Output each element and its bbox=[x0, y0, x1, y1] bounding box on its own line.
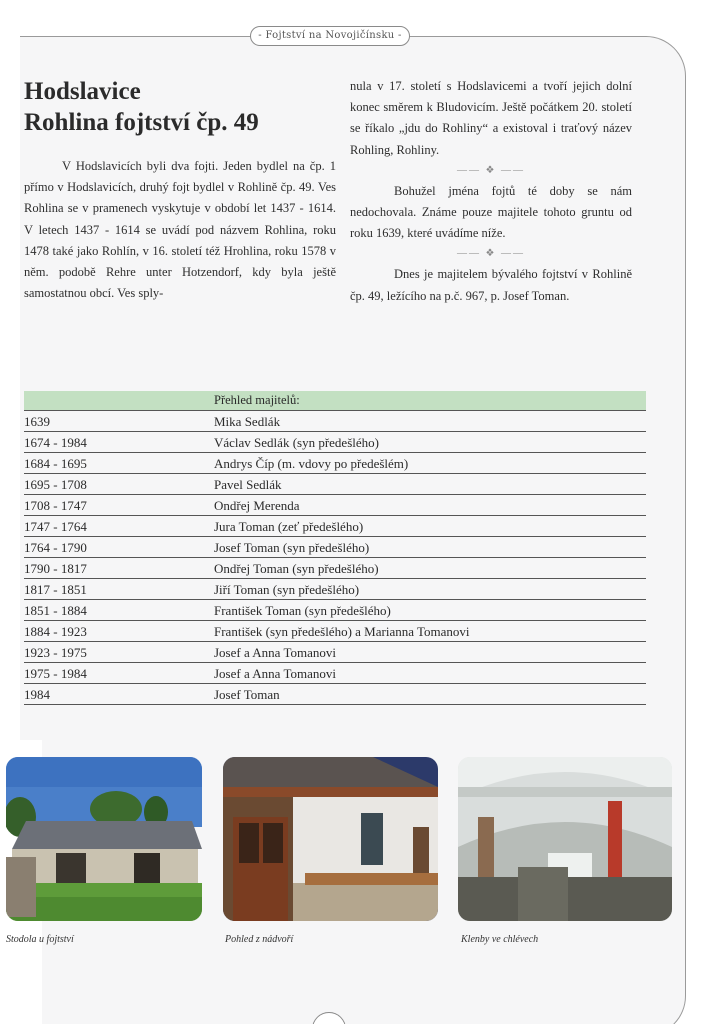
owner-name: Jiří Toman (syn předešlého) bbox=[214, 582, 360, 597]
owner-years: 1684 - 1695 bbox=[24, 456, 87, 471]
owner-years: 1975 - 1984 bbox=[24, 666, 87, 681]
photo-vaults bbox=[458, 757, 672, 921]
left-column bbox=[24, 156, 336, 304]
owner-years: 1747 - 1764 bbox=[24, 519, 87, 534]
owner-years: 1923 - 1975 bbox=[24, 645, 87, 660]
left-paragraph: V Hodslavicích byli dva fojti. Jeden bydlel na čp. 1 přímo v Hodslavicích, druhý fojt bydlel v Rohlině čp. 49. Ves Rohlina se v pramenech vyskytuje v období let 1437 - 1614. V letech 1437 - 1614 se uvádí pod názvem Rohlina, roku 1478 také jako Rohlín, v 16. století též Hrohlina, roku 1578 v něm. podobě Rehre unter Hotzendorf, kdy byla ještě samostatnou obcí. Ves sply- bbox=[24, 159, 336, 301]
owner-name: Václav Sedlák (syn předešlého) bbox=[214, 435, 379, 450]
right-paragraph-2: Bohužel jména fojtů té doby se nám nedochovala. Známe pouze majitele tohoto gruntu od roku 1639, které uvádíme níže. bbox=[350, 183, 632, 241]
photo-caption-1: Stodola u fojtství bbox=[6, 934, 74, 945]
ornament-divider-2: —— ❖ —— bbox=[457, 248, 525, 260]
owner-name: Josef a Anna Tomanovi bbox=[214, 666, 336, 681]
table-row bbox=[24, 600, 646, 621]
owners-table-title: Přehled majitelů: bbox=[214, 393, 300, 407]
table-row bbox=[24, 663, 646, 684]
table-row bbox=[24, 516, 646, 537]
owners-table-body bbox=[24, 411, 646, 705]
photo-caption-3: Klenby ve chlévech bbox=[461, 934, 539, 945]
table-row bbox=[24, 453, 646, 474]
table-row bbox=[24, 642, 646, 663]
owner-name: Josef a Anna Tomanovi bbox=[214, 645, 336, 660]
owner-years: 1708 - 1747 bbox=[24, 498, 87, 513]
owners-table-header bbox=[24, 391, 646, 411]
owner-years: 1984 bbox=[24, 687, 50, 702]
owner-name: Josef Toman bbox=[214, 687, 280, 702]
owner-years: 1764 - 1790 bbox=[24, 540, 87, 555]
photo-barn bbox=[6, 757, 202, 921]
table-row bbox=[24, 558, 646, 579]
ornament-divider-1: —— ❖ —— bbox=[457, 164, 525, 176]
photo-caption-2: Pohled z nádvoří bbox=[225, 934, 294, 945]
table-row bbox=[24, 621, 646, 642]
owner-name: Jura Toman (zeť předešlého) bbox=[214, 519, 364, 534]
owner-name: Pavel Sedlák bbox=[214, 477, 282, 492]
right-column bbox=[350, 76, 632, 307]
owner-name: Ondřej Merenda bbox=[214, 498, 300, 513]
table-row bbox=[24, 411, 646, 432]
owner-name: Ondřej Toman (syn předešlého) bbox=[214, 561, 379, 576]
title-line-1: Hodslavice bbox=[24, 78, 141, 105]
owner-years: 1851 - 1884 bbox=[24, 603, 87, 618]
owner-years: 1639 bbox=[24, 414, 50, 429]
owner-name: Josef Toman (syn předešlého) bbox=[214, 540, 370, 555]
photo-courtyard bbox=[223, 757, 438, 921]
owner-years: 1695 - 1708 bbox=[24, 477, 87, 492]
owner-years: 1790 - 1817 bbox=[24, 561, 87, 576]
owner-name: Andrys Číp (m. vdovy po předešlém) bbox=[214, 456, 409, 471]
table-row bbox=[24, 432, 646, 453]
right-paragraph-1: nula v 17. století s Hodslavicemi a tvoří jejich dolní konec směrem k Bludovicím. Ještě počátkem 20. století se říkalo „jdu do Rohliny“ a existoval i traťový název Rohling, Rohliny. bbox=[350, 79, 632, 157]
table-row bbox=[24, 684, 646, 705]
owner-name: František (syn předešlého) a Marianna Tomanovi bbox=[214, 624, 470, 639]
owner-years: 1884 - 1923 bbox=[24, 624, 87, 639]
table-row bbox=[24, 579, 646, 600]
table-row bbox=[24, 474, 646, 495]
owner-years: 1817 - 1851 bbox=[24, 582, 87, 597]
owner-name: Mika Sedlák bbox=[214, 414, 281, 429]
series-header: - Fojtství na Novojičínsku - bbox=[250, 26, 410, 46]
right-paragraph-3: Dnes je majitelem bývalého fojtství v Rohlině čp. 49, ležícího na p.č. 967, p. Josef Toman. bbox=[350, 267, 632, 303]
owner-years: 1674 - 1984 bbox=[24, 435, 87, 450]
title-line-2: Rohlina fojtství čp. 49 bbox=[24, 109, 259, 136]
article-title bbox=[24, 76, 344, 138]
photo-strip bbox=[0, 757, 721, 957]
table-row bbox=[24, 537, 646, 558]
owners-table bbox=[24, 391, 646, 705]
table-row bbox=[24, 495, 646, 516]
owner-name: František Toman (syn předešlého) bbox=[214, 603, 391, 618]
